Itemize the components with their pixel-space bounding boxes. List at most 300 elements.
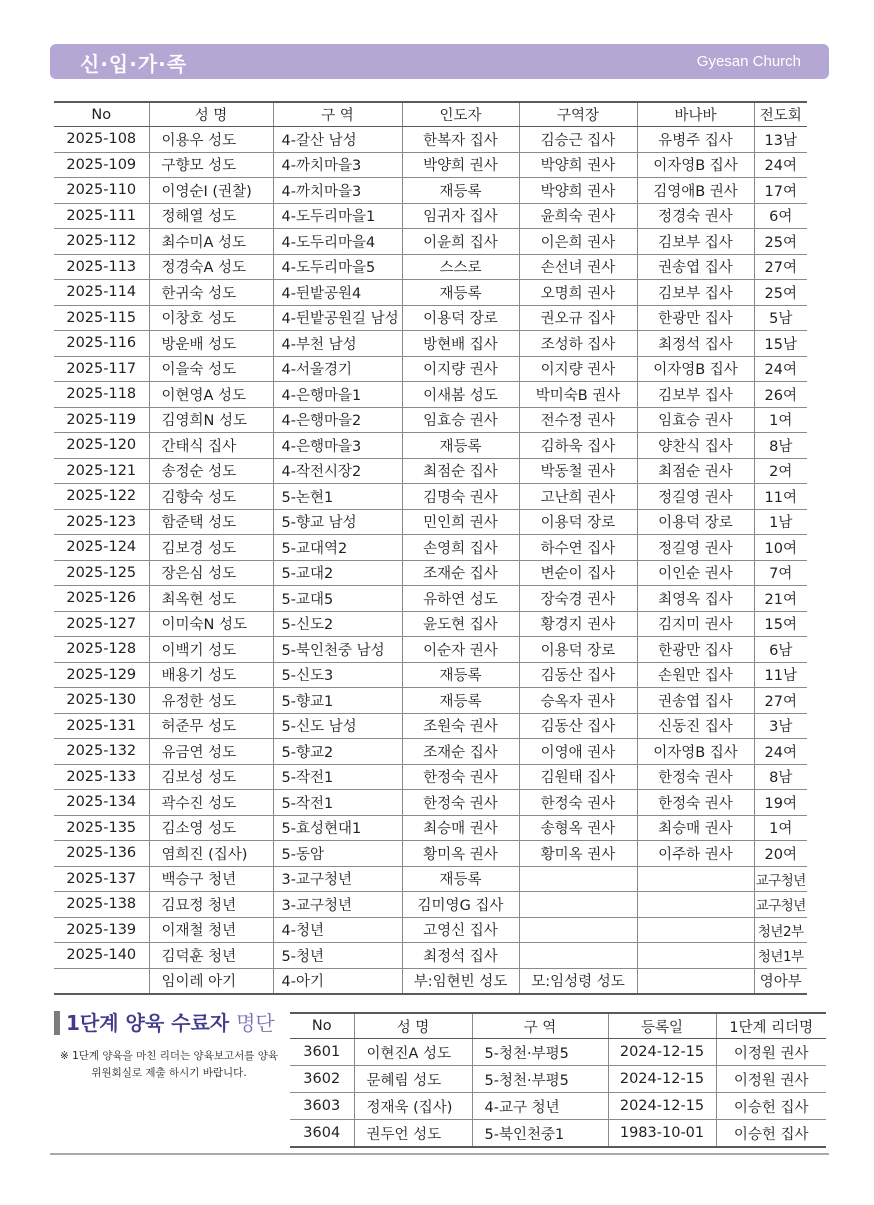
cell-no: 2025-108 [54, 127, 149, 153]
graduates-notice: ※ 1단계 양육을 마친 리더는 양육보고서를 양육위원회실로 제출 하시기 바랍니다. [59, 1050, 279, 1079]
table-header-row [54, 102, 807, 127]
cell-name: 이백기 성도 [149, 637, 273, 663]
table-row [290, 1066, 826, 1093]
column-header-name: 성 명 [149, 102, 273, 127]
cell-guide: 박양희 권사 [402, 152, 519, 178]
cell-mission-group: 교구청년 [754, 892, 807, 918]
table-row [54, 484, 807, 510]
table-header-row [290, 1013, 826, 1039]
cell-no: 3603 [290, 1093, 354, 1120]
cell-mission-group: 24여 [754, 152, 807, 178]
cell-district-leader: 황경지 권사 [519, 611, 637, 637]
section-title: 신·입·가·족 [80, 52, 188, 76]
cell-guide: 한정숙 권사 [402, 790, 519, 816]
table-row [54, 713, 807, 739]
cell-no: 2025-124 [54, 535, 149, 561]
table-row [54, 152, 807, 178]
cell-district-leader: 박동철 권사 [519, 458, 637, 484]
cell-barnabas: 이주하 권사 [637, 841, 754, 867]
cell-district: 5-향교 남성 [273, 509, 402, 535]
cell-name: 이영순I (권찰) [149, 178, 273, 204]
cell-name: 유금연 성도 [149, 739, 273, 765]
cell-leader: 이정원 권사 [716, 1066, 826, 1093]
cell-no: 2025-117 [54, 356, 149, 382]
cell-mission-group: 11여 [754, 484, 807, 510]
cell-name: 배용기 성도 [149, 662, 273, 688]
cell-guide: 윤도현 집사 [402, 611, 519, 637]
table-row [54, 535, 807, 561]
cell-district-leader: 황미옥 권사 [519, 841, 637, 867]
cell-district: 5-신도2 [273, 611, 402, 637]
cell-guide: 이윤희 집사 [402, 229, 519, 255]
cell-district-leader: 김승근 집사 [519, 127, 637, 153]
cell-no: 2025-125 [54, 560, 149, 586]
column-header-barnabas: 바나바 [637, 102, 754, 127]
cell-name: 김덕훈 청년 [149, 943, 273, 969]
table-row [54, 331, 807, 357]
cell-guide: 임귀자 집사 [402, 203, 519, 229]
cell-district: 3-교구청년 [273, 892, 402, 918]
cell-guide: 손영희 집사 [402, 535, 519, 561]
cell-guide: 방현배 집사 [402, 331, 519, 357]
cell-no: 2025-137 [54, 866, 149, 892]
cell-name: 이창호 성도 [149, 305, 273, 331]
cell-name: 간태식 집사 [149, 433, 273, 459]
bottom-divider [50, 1153, 829, 1155]
table-row [54, 458, 807, 484]
table-row [54, 943, 807, 969]
cell-mission-group: 3남 [754, 713, 807, 739]
table-row [54, 560, 807, 586]
cell-no: 2025-115 [54, 305, 149, 331]
cell-mission-group: 27여 [754, 254, 807, 280]
cell-no: 2025-128 [54, 637, 149, 663]
cell-leader: 이정원 권사 [716, 1039, 826, 1066]
column-header-guide: 인도자 [402, 102, 519, 127]
cell-name: 이현진A 성도 [354, 1039, 472, 1066]
cell-name: 정경숙A 성도 [149, 254, 273, 280]
cell-guide: 김명숙 권사 [402, 484, 519, 510]
cell-mission-group: 25여 [754, 280, 807, 306]
cell-name: 김묘정 청년 [149, 892, 273, 918]
cell-district-leader: 이용덕 장로 [519, 637, 637, 663]
cell-guide: 재등록 [402, 280, 519, 306]
cell-district-leader: 승옥자 권사 [519, 688, 637, 714]
cell-district-leader: 박미숙B 권사 [519, 382, 637, 408]
column-header-no: No [290, 1013, 354, 1039]
cell-name: 최수미A 성도 [149, 229, 273, 255]
cell-district-leader: 오명희 권사 [519, 280, 637, 306]
cell-mission-group: 6여 [754, 203, 807, 229]
cell-no: 3604 [290, 1120, 354, 1148]
cell-district-leader: 고난희 권사 [519, 484, 637, 510]
cell-guide: 임효승 권사 [402, 407, 519, 433]
cell-district: 5-효성현대1 [273, 815, 402, 841]
cell-barnabas: 임효승 권사 [637, 407, 754, 433]
cell-district: 4-도두리마을5 [273, 254, 402, 280]
cell-no: 3602 [290, 1066, 354, 1093]
cell-barnabas [637, 943, 754, 969]
cell-guide: 재등록 [402, 178, 519, 204]
cell-name: 이용우 성도 [149, 127, 273, 153]
table-row [54, 688, 807, 714]
cell-name: 임이레 아기 [149, 968, 273, 994]
column-header-name: 성 명 [354, 1013, 472, 1039]
cell-no: 2025-120 [54, 433, 149, 459]
cell-barnabas: 권송엽 집사 [637, 254, 754, 280]
cell-mission-group: 26여 [754, 382, 807, 408]
cell-mission-group: 19여 [754, 790, 807, 816]
cell-barnabas: 김지미 권사 [637, 611, 754, 637]
cell-district: 5-작전1 [273, 790, 402, 816]
cell-mission-group: 5남 [754, 305, 807, 331]
cell-guide: 재등록 [402, 688, 519, 714]
cell-no: 2025-129 [54, 662, 149, 688]
cell-barnabas: 정길영 권사 [637, 535, 754, 561]
cell-district-leader: 이용덕 장로 [519, 509, 637, 535]
table-row [54, 127, 807, 153]
cell-district: 3-교구청년 [273, 866, 402, 892]
cell-barnabas: 한광만 집사 [637, 637, 754, 663]
cell-district-leader [519, 917, 637, 943]
cell-no: 2025-119 [54, 407, 149, 433]
cell-no: 2025-133 [54, 764, 149, 790]
cell-barnabas: 최점순 권사 [637, 458, 754, 484]
table-row [54, 866, 807, 892]
cell-district: 4-서울경기 [273, 356, 402, 382]
cell-district-leader: 이영애 권사 [519, 739, 637, 765]
cell-name: 문혜림 성도 [354, 1066, 472, 1093]
cell-guide: 재등록 [402, 433, 519, 459]
cell-registered-date: 2024-12-15 [608, 1039, 716, 1066]
cell-district-leader [519, 892, 637, 918]
cell-no: 2025-132 [54, 739, 149, 765]
cell-guide: 고영신 집사 [402, 917, 519, 943]
cell-district: 4-뒨밭공원길 남성 [273, 305, 402, 331]
cell-mission-group: 15여 [754, 611, 807, 637]
cell-name: 정재욱 (집사) [354, 1093, 472, 1120]
cell-district: 4-은행마을3 [273, 433, 402, 459]
table-row [290, 1120, 826, 1148]
table-row [54, 892, 807, 918]
cell-district: 4-도두리마을4 [273, 229, 402, 255]
table-row [54, 382, 807, 408]
header-bar [50, 44, 829, 79]
cell-name: 곽수진 성도 [149, 790, 273, 816]
cell-mission-group: 13남 [754, 127, 807, 153]
table-row [54, 611, 807, 637]
graduates-title [54, 1011, 275, 1035]
cell-district: 4-까치마을3 [273, 152, 402, 178]
cell-barnabas: 권송엽 집사 [637, 688, 754, 714]
column-header-district: 구 역 [472, 1013, 608, 1039]
cell-barnabas: 신동진 집사 [637, 713, 754, 739]
cell-district: 5-교대5 [273, 586, 402, 612]
cell-guide: 최승매 권사 [402, 815, 519, 841]
table-row [54, 841, 807, 867]
cell-district-leader: 윤희숙 권사 [519, 203, 637, 229]
cell-no: 2025-114 [54, 280, 149, 306]
cell-name: 권두언 성도 [354, 1120, 472, 1148]
cell-name: 유정한 성도 [149, 688, 273, 714]
column-header-district-leader: 구역장 [519, 102, 637, 127]
cell-district: 5-북인천중1 [472, 1120, 608, 1148]
cell-name: 김소영 성도 [149, 815, 273, 841]
cell-registered-date: 2024-12-15 [608, 1066, 716, 1093]
table-row [54, 917, 807, 943]
cell-name: 김보성 성도 [149, 764, 273, 790]
cell-district-leader: 박양희 권사 [519, 178, 637, 204]
cell-guide: 이순자 권사 [402, 637, 519, 663]
cell-guide: 최점순 집사 [402, 458, 519, 484]
cell-district-leader: 김동산 집사 [519, 662, 637, 688]
column-header-no: No [54, 102, 149, 127]
table-row [54, 356, 807, 382]
new-members-table [54, 101, 807, 995]
cell-district-leader [519, 866, 637, 892]
cell-mission-group: 27여 [754, 688, 807, 714]
table-row [290, 1093, 826, 1120]
table-row [54, 968, 807, 994]
cell-barnabas: 정길영 권사 [637, 484, 754, 510]
cell-barnabas [637, 917, 754, 943]
cell-barnabas: 정경숙 권사 [637, 203, 754, 229]
cell-district-leader: 송형옥 권사 [519, 815, 637, 841]
cell-barnabas: 김영애B 권사 [637, 178, 754, 204]
table-row [54, 739, 807, 765]
table-row [54, 178, 807, 204]
cell-barnabas: 한정숙 권사 [637, 764, 754, 790]
table-row [54, 637, 807, 663]
table-row [290, 1039, 826, 1066]
column-header-leader: 1단계 리더명 [716, 1013, 826, 1039]
cell-no: 2025-110 [54, 178, 149, 204]
cell-no: 2025-109 [54, 152, 149, 178]
cell-district-leader: 박양희 권사 [519, 152, 637, 178]
cell-district: 4-아기 [273, 968, 402, 994]
cell-name: 장은심 성도 [149, 560, 273, 586]
cell-name: 정해열 성도 [149, 203, 273, 229]
cell-name: 김보경 성도 [149, 535, 273, 561]
cell-mission-group: 8남 [754, 433, 807, 459]
cell-name: 이재철 청년 [149, 917, 273, 943]
table-row [54, 305, 807, 331]
cell-district-leader: 장숙경 권사 [519, 586, 637, 612]
table-row [54, 280, 807, 306]
cell-mission-group: 2여 [754, 458, 807, 484]
cell-barnabas: 손원만 집사 [637, 662, 754, 688]
cell-district: 4-갈산 남성 [273, 127, 402, 153]
cell-district: 4-도두리마을1 [273, 203, 402, 229]
cell-barnabas: 이자영B 집사 [637, 152, 754, 178]
cell-district: 5-청천·부평5 [472, 1066, 608, 1093]
cell-mission-group: 교구청년 [754, 866, 807, 892]
cell-name: 김향숙 성도 [149, 484, 273, 510]
cell-district: 4-청년 [273, 917, 402, 943]
table-row [54, 662, 807, 688]
cell-barnabas: 유병주 집사 [637, 127, 754, 153]
cell-mission-group: 15남 [754, 331, 807, 357]
cell-district: 4-뒨밭공원4 [273, 280, 402, 306]
table-row [54, 815, 807, 841]
cell-district: 5-신도 남성 [273, 713, 402, 739]
cell-guide: 이용덕 장로 [402, 305, 519, 331]
cell-mission-group: 1여 [754, 815, 807, 841]
cell-no: 2025-123 [54, 509, 149, 535]
cell-barnabas: 김보부 집사 [637, 382, 754, 408]
column-header-district: 구 역 [273, 102, 402, 127]
cell-district-leader: 한정숙 권사 [519, 790, 637, 816]
table-row [54, 229, 807, 255]
cell-district: 4-은행마을2 [273, 407, 402, 433]
column-header-mission-group: 전도회 [754, 102, 807, 127]
cell-mission-group: 청년1부 [754, 943, 807, 969]
cell-district: 5-향교1 [273, 688, 402, 714]
cell-guide: 한복자 집사 [402, 127, 519, 153]
cell-barnabas: 최정석 집사 [637, 331, 754, 357]
cell-barnabas: 양찬식 집사 [637, 433, 754, 459]
cell-district: 5-논현1 [273, 484, 402, 510]
cell-district: 4-은행마을1 [273, 382, 402, 408]
cell-no: 2025-121 [54, 458, 149, 484]
table-row [54, 790, 807, 816]
cell-no: 2025-116 [54, 331, 149, 357]
cell-district-leader: 하수연 집사 [519, 535, 637, 561]
church-name: Gyesan Church [696, 53, 801, 70]
cell-district-leader [519, 943, 637, 969]
cell-no: 2025-127 [54, 611, 149, 637]
cell-mission-group: 청년2부 [754, 917, 807, 943]
cell-no: 2025-139 [54, 917, 149, 943]
cell-mission-group: 21여 [754, 586, 807, 612]
cell-guide: 최정석 집사 [402, 943, 519, 969]
cell-guide: 이새봄 성도 [402, 382, 519, 408]
cell-district: 5-동암 [273, 841, 402, 867]
cell-no: 2025-134 [54, 790, 149, 816]
cell-mission-group: 24여 [754, 356, 807, 382]
cell-name: 백승구 청년 [149, 866, 273, 892]
cell-mission-group: 8남 [754, 764, 807, 790]
cell-barnabas: 최영옥 집사 [637, 586, 754, 612]
cell-barnabas: 최승매 권사 [637, 815, 754, 841]
cell-district: 4-부천 남성 [273, 331, 402, 357]
cell-barnabas: 이용덕 장로 [637, 509, 754, 535]
table-row [54, 764, 807, 790]
cell-name: 이미숙N 성도 [149, 611, 273, 637]
cell-guide: 유하연 성도 [402, 586, 519, 612]
cell-district-leader: 변순이 집사 [519, 560, 637, 586]
cell-guide: 스스로 [402, 254, 519, 280]
cell-no: 2025-131 [54, 713, 149, 739]
cell-district-leader: 조성하 집사 [519, 331, 637, 357]
cell-district: 4-까치마을3 [273, 178, 402, 204]
cell-guide: 재등록 [402, 662, 519, 688]
column-header-registered-date: 등록일 [608, 1013, 716, 1039]
cell-no: 2025-118 [54, 382, 149, 408]
cell-district: 5-북인천중 남성 [273, 637, 402, 663]
cell-mission-group: 1여 [754, 407, 807, 433]
cell-name: 구향모 성도 [149, 152, 273, 178]
cell-mission-group: 6남 [754, 637, 807, 663]
cell-no: 2025-113 [54, 254, 149, 280]
cell-mission-group: 11남 [754, 662, 807, 688]
cell-no: 2025-126 [54, 586, 149, 612]
cell-barnabas [637, 968, 754, 994]
cell-barnabas: 한광만 집사 [637, 305, 754, 331]
cell-no: 2025-111 [54, 203, 149, 229]
cell-guide: 김미영G 집사 [402, 892, 519, 918]
cell-name: 한귀숙 성도 [149, 280, 273, 306]
cell-district: 4-교구 청년 [472, 1093, 608, 1120]
cell-name: 방운배 성도 [149, 331, 273, 357]
cell-no: 2025-112 [54, 229, 149, 255]
cell-district: 5-청천·부평5 [472, 1039, 608, 1066]
table-row [54, 203, 807, 229]
cell-no: 2025-122 [54, 484, 149, 510]
cell-district: 5-교대역2 [273, 535, 402, 561]
cell-leader: 이승헌 집사 [716, 1120, 826, 1148]
cell-guide: 조재순 집사 [402, 560, 519, 586]
cell-mission-group: 20여 [754, 841, 807, 867]
cell-barnabas: 이자영B 집사 [637, 739, 754, 765]
cell-mission-group: 1남 [754, 509, 807, 535]
cell-no: 3601 [290, 1039, 354, 1066]
cell-mission-group: 7여 [754, 560, 807, 586]
cell-district: 4-작전시장2 [273, 458, 402, 484]
cell-district-leader: 김동산 집사 [519, 713, 637, 739]
cell-name: 최옥현 성도 [149, 586, 273, 612]
cell-leader: 이승헌 집사 [716, 1093, 826, 1120]
graduates-table [290, 1012, 826, 1148]
cell-barnabas [637, 892, 754, 918]
table-row [54, 433, 807, 459]
cell-district-leader: 손선녀 권사 [519, 254, 637, 280]
cell-district-leader: 김원태 집사 [519, 764, 637, 790]
cell-district-leader: 권오규 집사 [519, 305, 637, 331]
cell-name: 이을숙 성도 [149, 356, 273, 382]
cell-no: 2025-138 [54, 892, 149, 918]
cell-district-leader: 모:임성령 성도 [519, 968, 637, 994]
cell-mission-group: 영아부 [754, 968, 807, 994]
cell-district-leader: 전수정 권사 [519, 407, 637, 433]
cell-registered-date: 2024-12-15 [608, 1093, 716, 1120]
cell-district-leader: 이지량 권사 [519, 356, 637, 382]
table-row [54, 586, 807, 612]
cell-name: 함준택 성도 [149, 509, 273, 535]
cell-barnabas: 한정숙 권사 [637, 790, 754, 816]
cell-mission-group: 17여 [754, 178, 807, 204]
cell-district: 5-신도3 [273, 662, 402, 688]
cell-barnabas: 이인순 권사 [637, 560, 754, 586]
cell-barnabas [637, 866, 754, 892]
cell-district: 5-작전1 [273, 764, 402, 790]
cell-name: 송정순 성도 [149, 458, 273, 484]
table-row [54, 407, 807, 433]
graduates-title-light: 명단 [236, 1011, 275, 1035]
cell-name: 염희진 (집사) [149, 841, 273, 867]
cell-no: 2025-130 [54, 688, 149, 714]
cell-guide: 재등록 [402, 866, 519, 892]
cell-no: 2025-135 [54, 815, 149, 841]
cell-registered-date: 1983-10-01 [608, 1120, 716, 1148]
cell-district-leader: 이은희 권사 [519, 229, 637, 255]
cell-barnabas: 김보부 집사 [637, 280, 754, 306]
cell-barnabas: 김보부 집사 [637, 229, 754, 255]
cell-guide: 조원숙 권사 [402, 713, 519, 739]
table-row [54, 254, 807, 280]
cell-no [54, 968, 149, 994]
cell-mission-group: 25여 [754, 229, 807, 255]
